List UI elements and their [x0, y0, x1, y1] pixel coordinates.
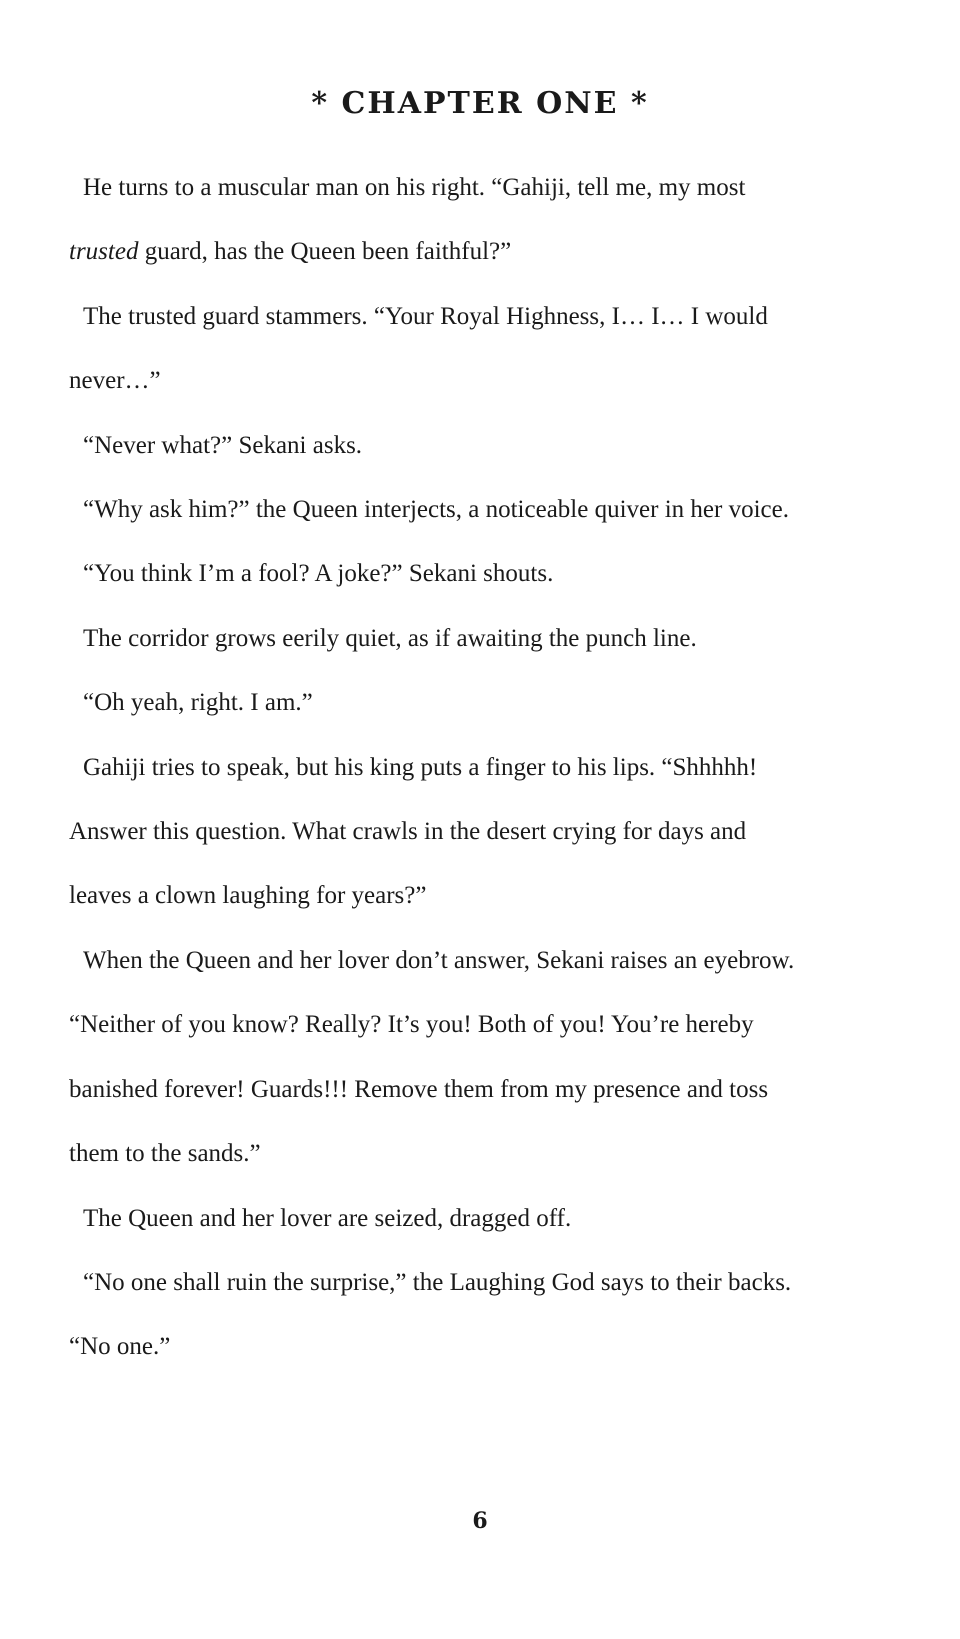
text-line-19: “No one.” — [69, 1333, 171, 1361]
text-line-17: The Queen and her lover are seized, dragged off. — [83, 1204, 572, 1232]
text-line-15: banished forever! Guards!!! Remove them from my presence and toss — [69, 1075, 769, 1103]
text-line-1: He turns to a muscular man on his right. “Gahiji, tell me, my most — [83, 174, 746, 201]
text-line-9: “Oh yeah, right. I am.” — [83, 689, 313, 717]
text-line-18: “No one shall ruin the surprise,” the Laughing God says to their backs. — [83, 1268, 792, 1296]
page-number: 6 — [472, 1508, 488, 1534]
text-line-13: When the Queen and her lover don’t answer, Sekani raises an eyebrow. — [83, 946, 795, 974]
text-line-12: leaves a clown laughing for years?” — [69, 882, 427, 910]
emphasis-word: trusted — [69, 238, 139, 266]
text-line-16: them to the sands.” — [69, 1140, 261, 1168]
text-line-11: Answer this question. What crawls in the desert crying for days and — [69, 818, 747, 846]
text-line-10: Gahiji tries to speak, but his king puts a finger to his lips. “Shhhhh! — [83, 753, 758, 781]
text-line-5: “Never what?” Sekani asks. — [83, 431, 363, 459]
text-line-3: The trusted guard stammers. “Your Royal Highness, I… I… I would — [83, 302, 768, 330]
text-line-2 — [69, 220, 899, 284]
text-line-8: The corridor grows eerily quiet, as if awaiting the punch line. — [83, 624, 697, 652]
text-line-2-rest: guard, has the Queen been faithful?” — [138, 238, 512, 266]
chapter-heading: * CHAPTER ONE * — [311, 86, 649, 121]
text-line-14: “Neither of you know? Really? It’s you! Both of you! You’re hereby — [69, 1011, 754, 1039]
text-line-4: never…” — [69, 367, 161, 395]
text-line-6: “Why ask him?” the Queen interjects, a noticeable quiver in her voice. — [83, 496, 789, 524]
text-line-7: “You think I’m a fool? A joke?” Sekani shouts. — [83, 560, 554, 588]
chapter-body — [69, 156, 899, 1380]
